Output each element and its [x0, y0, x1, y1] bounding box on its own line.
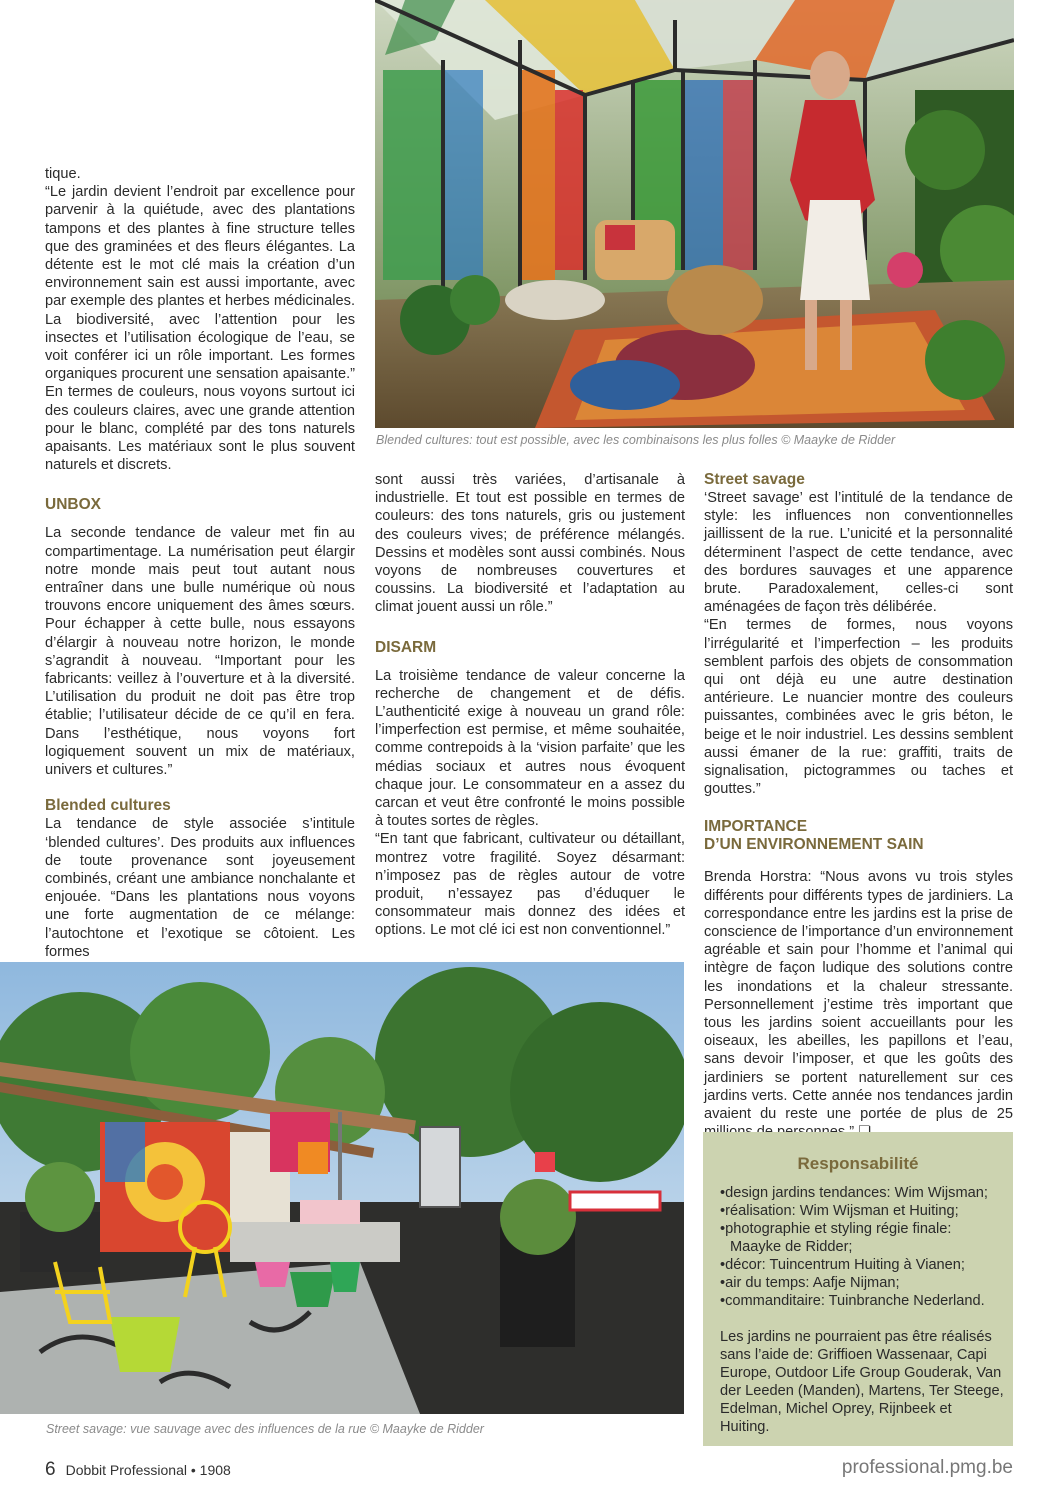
list-item: •décor: Tuincentrum Huiting à Vianen;: [720, 1257, 965, 1273]
responsabilite-title: Responsabilité: [797, 1154, 919, 1173]
col2-continued-text: sont aussi très variées, d’artisanale à industrielle. Et tout est possible en termes de couleurs: des tons naturels, gris ou justement des couleurs vives; de préférence mélangés. Dessins et modèles sont aussi combinés. Nous voyons de nombreuses couvertures et coussins. La biodiversité et l’adaptation au climat jouent aussi un rôle.”: [375, 472, 685, 616]
footer-left: [45, 1459, 231, 1481]
page-number: 6: [45, 1459, 56, 1480]
street-garden-illustration: [0, 962, 684, 1414]
importance-text: Brenda Horstra: “Nous avons vu trois styles différents pour différents types de jardiniers. La correspondance entre les jardins est la prise de conscience de l’importance d’un environnement agréable et sain pour l’homme et l’animal qui intègre de façon ludique des solutions contre les inondations et la chaleur stressante. Personnellement j’estime très important que tous les jardins soient accueillants pour les oiseaux, les abeilles, les papillons et l’eau, sans devoir l’imposer, et que les goûts des jardiniers se portent naturellement sur ces jardins verts. Cette année nos tendances jardin avaient du reste une portée de plus de 25: [704, 869, 1013, 1123]
photo-street-savage: [0, 962, 684, 1414]
column-3: [704, 471, 1013, 1142]
publication-name: Dobbit Professional • 1908: [65, 1462, 231, 1478]
column-1: [45, 165, 355, 961]
list-item: •air du temps: Aafje Nijman;: [720, 1275, 900, 1291]
greenhouse-illustration: [375, 0, 1014, 428]
photo-blended-cultures: [375, 0, 1014, 428]
heading-street-savage: Street savage: [704, 471, 805, 488]
col2-disarm-text: La troisième tendance de valeur concerne la recherche de changement et de défis. L’authenticité exige à nouveau un grand rôle: l’imperfection est permise, et même souhaitée, comme contrepoids à la ‘vision parfaite’ que les médias sociaux et autres nous évoquent chaque jour. Le consommateur en a assez du carcan et veut être confronté le moins possible à toutes sortes de règles. “En tant que fabricant, cultivateur ou détaillant, montrez votre fragilité. Soyez désarmant: n’imposez pas de règles autour de votre produit, n’essayez pas d’éduquer le consommateur mais donnez des idées et options. Le mot clé ici est non conventionnel.”: [375, 667, 685, 939]
heading-importance: IMPORTANCE D’UN ENVIRONNEMENT SAIN: [704, 818, 924, 854]
list-item: •photographie et styling régie finale: Maayke de Ridder;: [720, 1221, 952, 1255]
list-item: •design jardins tendances: Wim Wijsman;: [720, 1185, 988, 1201]
responsabilite-note: Les jardins ne pourraient pas être réalisés sans l’aide de: Griffioen Wassenaar, Capi Europe, Outdoor Life Group Gouderak, Van der Leeden (Manden), Martens, Ter Steege, Edelman, Michel Oprey, Rijnbeek et Huiting.: [720, 1329, 1004, 1435]
col1-unbox-text: La seconde tendance de valeur met fin au compartimentage. La numérisation peut élargir notre monde mais peut tout autant nous entraîner dans une bulle numérique où nous trouvons encore uniquement des âmes sœurs. Pour échapper à cette bulle, nous essayons d’élargir à nouveau notre horizon, le monde s’agrandit à nouveau. “Important pour les fabricants: veillez à l’ouverture et à la diversité. L’utilisation du produit ne doit pas être trop établie; l’utilisateur décide de ce qu’il en fera. Dans l’esthétique, nous voyons fort logiquement souvent un mix de matériaux, univers et cultures.”: [45, 525, 355, 779]
list-item: •commanditaire: Tuinbranche Nederland.: [720, 1293, 985, 1309]
list-item: •réalisation: Wim Wijsman et Huiting;: [720, 1203, 959, 1219]
col3-street-text: ‘Street savage’ est l’intitulé de la tendance de style: les influences non conventionnelles jaillissent de la rue. L’unicité et la personnalité déterminent l’aspect de cette tendance, avec des bordures sauvages et une apparence brute. Paradoxalement, celles-ci sont aménagées de façon très délibérée. “En termes de formes, nous voyons l’irrégularité et l’imperfection – les produits semblent parfois des objets de consommation qui ont déjà eu une autre destination antérieure. Le nuancier montre des couleurs puissantes, combinées avec le gris béton, le beige et le noir industriel. Les dessins semblent aussi émaner de la rue: graffiti, traits de signalisation, pictogrammes ou taches et gouttes.”: [704, 490, 1013, 798]
col3-importance-text: [704, 868, 1013, 1141]
heading-disarm: DISARM: [375, 638, 437, 656]
col1-blended-text: La tendance de style associée s’intitule ‘blended cultures’. Des produits aux influences de toute provenance sont joyeusement combinés, créant une ambiance nonchalante et enjouée. “Dans les plantations nous voyons une forte augmentation de ce mélange: l’autochtone et l’exotique se côtoient. Les formes: [45, 816, 355, 960]
website-link[interactable]: professional.pmg.be: [841, 1457, 1013, 1478]
caption-street-savage: Street savage: vue sauvage avec des influences de la rue © Maayke de Ridder: [46, 1422, 484, 1436]
responsabilite-box: [703, 1132, 1013, 1446]
heading-unbox: UNBOX: [45, 496, 101, 514]
caption-blended-cultures: Blended cultures: tout est possible, avec les combinaisons les plus folles © Maayke de Ridder: [376, 433, 896, 447]
col1-intro: tique. “Le jardin devient l’endroit par excellence pour parvenir à la quiétude, avec des plantations tampons et des plantes à fine structure telles que des graminées et des fleurs élégantes. La détente est le mot clé mais la création d’un environnement sain est aussi importante, avec par exemple des plantes et herbes médicinales. La biodiversité, avec l’attention pour les insectes et l’utilisation écologique de l’eau, se voit conférer ici un rôle important. Les formes organiques procurent une sensation apaisante.” En termes de couleurs, nous voyons surtout ici des couleurs claires, avec une grande attention pour le blanc, complété par des tons naturels apaisants. Les matériaux sont le plus souvent naturels et discrets.: [45, 166, 355, 474]
column-2: [375, 471, 685, 940]
responsabilite-list: [720, 1184, 1005, 1310]
heading-blended-cultures: Blended cultures: [45, 797, 171, 815]
